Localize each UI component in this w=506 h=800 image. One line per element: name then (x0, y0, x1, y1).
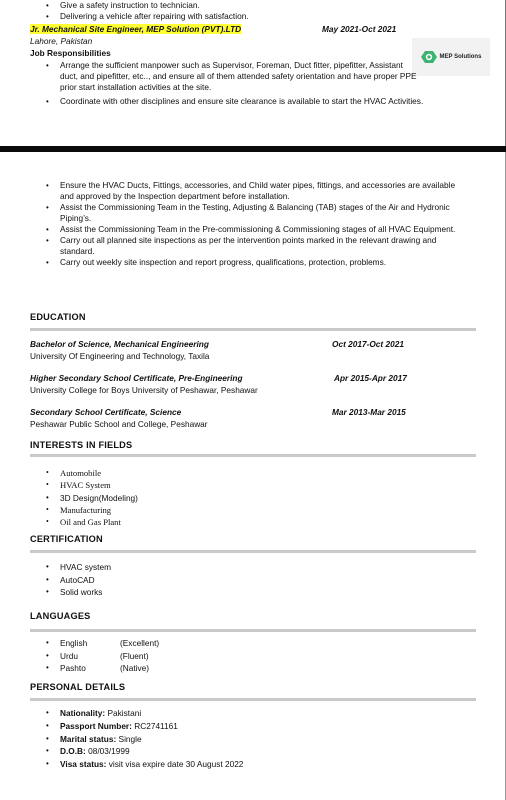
language-item (46, 650, 346, 663)
detail-item (46, 733, 466, 746)
language-item (46, 662, 346, 675)
detail-label: Marital status: (60, 733, 117, 744)
detail-label: D.O.B: (60, 746, 86, 757)
degree-title: Higher Secondary School Certificate, Pre-Engineering (30, 373, 243, 383)
section-rule (30, 328, 476, 331)
language-name: Urdu (60, 650, 78, 661)
degree-title: Secondary School Certificate, Science (30, 407, 182, 417)
list-item: • 3D Design(Modeling) (46, 492, 346, 504)
language-level: (Native) (120, 663, 150, 673)
language-level: (Fluent) (120, 650, 149, 661)
list-item: • Give a safety instruction to technician. (46, 0, 466, 11)
list-item: • Coordinate with other disciplines and ensure site clearance is available to start the HVAC Activities. (46, 96, 476, 107)
institution: Peshawar Public School and College, Peshawar (30, 419, 208, 429)
list-item: • Manufacturing (46, 504, 346, 516)
job-responsibilities-list (46, 60, 418, 93)
detail-value: Pakistani (105, 708, 142, 718)
institution: University Of Engineering and Technology, Taxila (30, 351, 210, 361)
languages-heading: LANGUAGES (30, 611, 91, 621)
degree-dates: Mar 2013-Mar 2015 (332, 407, 406, 417)
detail-value: RC2741161 (131, 720, 178, 731)
job-location: Lahore, Pakistan (30, 36, 93, 46)
responsibilities-heading: Job Responsibilities (30, 48, 111, 58)
language-name: Pashto (60, 663, 86, 673)
degree-dates: Oct 2017-Oct 2021 (332, 339, 404, 349)
interests-list (46, 467, 346, 528)
list-item: • Solid works (46, 586, 346, 599)
list-item: • Ensure the HVAC Ducts, Fittings, accessories, and Child water pipes, fittings, and accessories are available and approved by the Inspection department before installation. (46, 180, 462, 202)
detail-label: Passport Number: (60, 720, 132, 731)
interests-heading: INTERESTS IN FIELDS (30, 440, 133, 450)
detail-value: visit visa expire date 30 August 2022 (106, 759, 244, 770)
detail-label: Visa status: (60, 759, 107, 770)
detail-value: 08/03/1999 (85, 746, 130, 757)
detail-item (46, 745, 466, 758)
languages-list (46, 637, 346, 675)
resume-page-1 (0, 0, 506, 146)
detail-item (46, 707, 466, 720)
section-rule (30, 629, 476, 632)
job-responsibilities-continued (46, 180, 462, 268)
list-item: • Oil and Gas Plant (46, 516, 346, 528)
institution: University College for Boys University of Peshawar, Peshawar (30, 385, 258, 395)
resume-page-2 (0, 152, 506, 800)
section-rule (30, 550, 476, 553)
section-rule (30, 698, 476, 701)
certification-list (46, 561, 346, 599)
list-item: • HVAC system (46, 561, 346, 574)
list-item: • Carry out weekly site inspection and report progress, qualifications, protection, problems. (46, 257, 462, 268)
mep-logo-icon (421, 50, 437, 64)
personal-details-list (46, 707, 466, 771)
degree-title: Bachelor of Science, Mechanical Engineering (30, 339, 209, 349)
list-item: • HVAC System (46, 479, 346, 491)
list-item: • Assist the Commissioning Team in the Testing, Adjusting & Balancing (TAB) stages of the Air and Hydronic Piping’s. (46, 202, 462, 224)
job-title (30, 24, 241, 34)
detail-item (46, 758, 466, 771)
detail-value: Single (116, 733, 142, 744)
education-heading: EDUCATION (30, 312, 86, 322)
certification-heading: CERTIFICATION (30, 534, 103, 544)
degree-dates: Apr 2015-Apr 2017 (334, 373, 407, 383)
language-name: English (60, 638, 88, 648)
job-responsibilities-list-cont (46, 96, 476, 107)
list-item: • AutoCAD (46, 574, 346, 587)
list-item: • Arrange the sufficient manpower such as Supervisor, Foreman, Duct fitter, pipefitter, Assistant duct, and pipefitter, etc.., and ensure all of them attended safety orientation and have proper PPE prior start installation activities at the site. (46, 60, 418, 93)
list-item: • Carry out all planned site inspections as per the intervention points marked in the relevant drawing and standard. (46, 235, 462, 257)
logo-text: MEP Solutions (439, 54, 482, 60)
language-item (46, 637, 346, 650)
language-level: (Excellent) (120, 638, 160, 648)
list-item: • Assist the Commissioning Team in the Pre-commissioning & Commissioning stages of all HVAC Equipment. (46, 224, 462, 235)
detail-label: Nationality: (60, 708, 106, 718)
job-title-highlight: Jr. Mechanical Site Engineer, MEP Solution (PVT).LTD (30, 24, 242, 34)
previous-job-bullets (46, 0, 466, 22)
section-rule (30, 454, 476, 457)
list-item: • Delivering a vehicle after repairing with satisfaction. (46, 11, 466, 22)
personal-details-heading: PERSONAL DETAILS (30, 682, 126, 692)
job-dates: May 2021-Oct 2021 (322, 24, 397, 34)
list-item: • Automobile (46, 467, 346, 479)
company-logo (412, 38, 490, 76)
detail-item (46, 720, 466, 733)
